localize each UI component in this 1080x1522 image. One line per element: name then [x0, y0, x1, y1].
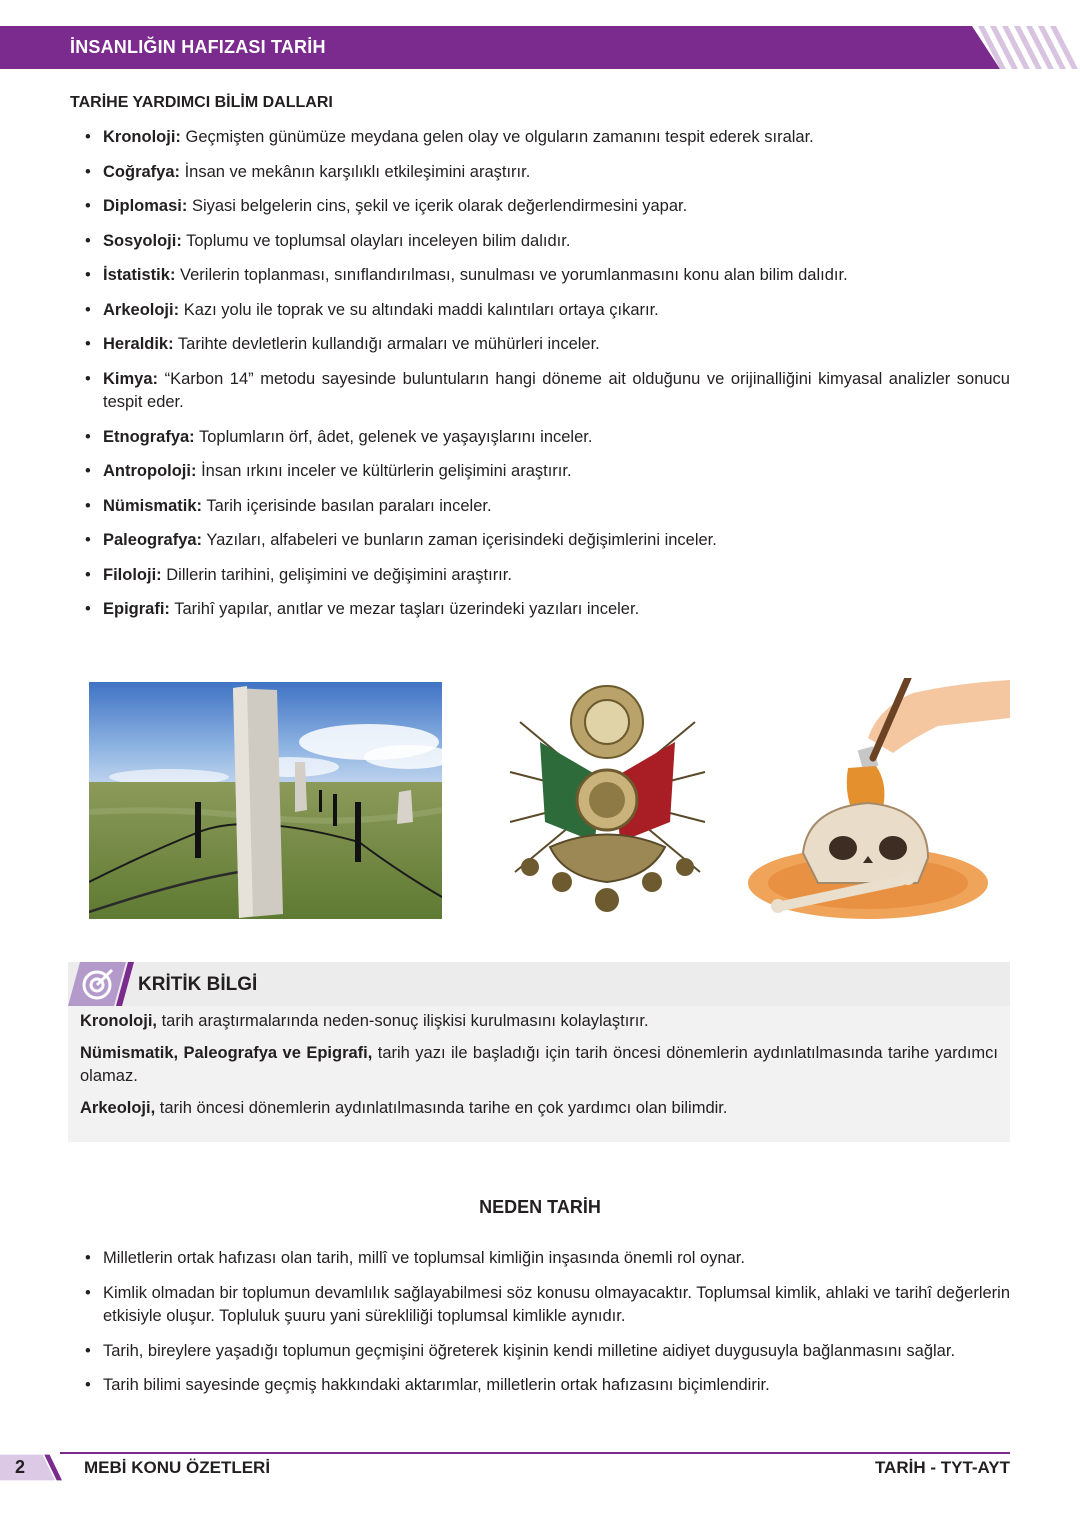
header-stripes-decoration — [970, 26, 1080, 69]
list-item: • Tarih bilimi sayesinde geçmiş hakkındaki aktarımlar, milletlerin ortak hafızasını biçimlendirir. — [85, 1374, 1010, 1398]
definition: Kazı yolu ile toprak ve su altındaki maddi kalıntıları ortaya çıkarır. — [179, 300, 659, 319]
yardimci-bilimler-list — [85, 126, 1010, 633]
kritik-term: Arkeoloji, — [80, 1098, 156, 1117]
neden-tarih-list — [85, 1247, 1010, 1409]
kritik-bilgi-title: KRİTİK BİLGİ — [138, 974, 258, 995]
list-item — [85, 299, 1010, 323]
term: İstatistik: — [103, 266, 176, 284]
list-item: • Milletlerin ortak hafızası olan tarih, millî ve toplumsal kimliğin inşasında önemli rol oynar. — [85, 1247, 1010, 1271]
term: Diplomasi: — [103, 197, 188, 215]
page-header — [0, 26, 1080, 69]
kritik-term: Nümismatik, Paleografya ve Epigrafi, — [80, 1043, 373, 1062]
definition: Toplumların örf, âdet, gelenek ve yaşayışlarını inceler. — [194, 427, 593, 446]
kritik-paragraph — [80, 1097, 998, 1121]
kritik-text: tarih araştırmalarında neden-sonuç ilişkisi kurulmasını kolaylaştırır. — [157, 1012, 649, 1030]
section-title-yardimci: TARİHE YARDIMCI BİLİM DALLARI — [70, 94, 333, 111]
list-item — [85, 460, 1010, 484]
ottoman-coat-of-arms — [500, 682, 715, 919]
kritik-paragraph — [80, 1042, 998, 1089]
term: Heraldik: — [103, 335, 174, 353]
definition: Tarihte devletlerin kullandığı armaları ve mühürleri inceler. — [173, 335, 600, 353]
term: Epigrafi: — [103, 600, 170, 618]
header-title: İNSANLIĞIN HAFIZASI TARİH — [70, 37, 326, 57]
term: Kronoloji: — [103, 128, 181, 146]
archaeology-brush-skull — [748, 678, 1010, 928]
definition: İnsan ırkını inceler ve kültürlerin gelişimini araştırır. — [196, 462, 572, 480]
definition: Verilerin toplanması, sınıflandırılması, sunulması ve yorumlanmasını konu alan bilim dalıdır. — [175, 266, 848, 284]
page-number-badge — [0, 1453, 62, 1482]
footer-divider — [60, 1452, 1010, 1454]
list-item — [85, 333, 1010, 357]
kritik-bilgi-box — [68, 962, 1010, 1142]
target-icon — [68, 962, 138, 1006]
page-number: 2 — [15, 1457, 26, 1477]
definition: Yazıları, alfabeleri ve bunların zaman içerisindeki değişimlerini inceler. — [202, 531, 717, 549]
list-item — [85, 161, 1010, 185]
term: Arkeoloji: — [103, 300, 180, 319]
list-item: • Kimlik olmadan bir toplumun devamlılık sağlayabilmesi söz konusu olmayacaktır. Toplumsal kimlik, ahlaki ve tarihî değerlerin etkisiyle oluşur. Topluluk şuuru yani sürekliliği toplumsal kimlikle aynıdır. — [85, 1282, 1010, 1329]
list-item — [85, 426, 1010, 450]
definition: Geçmişten günümüze meydana gelen olay ve olguların zamanını tespit ederek sıralar. — [180, 128, 814, 146]
definition: Tarihî yapılar, anıtlar ve mezar taşları üzerindeki yazıları inceler. — [169, 600, 640, 618]
list-item — [85, 195, 1010, 219]
definition: Dillerin tarihini, gelişimini ve değişimini araştırır. — [161, 565, 512, 584]
list-item — [85, 368, 1010, 415]
list-item — [85, 230, 1010, 254]
definition: “Karbon 14” metodu sayesinde buluntuların hangi döneme ait olduğunu ve orijinalliğini kimyasal analizler sonucu tespit eder. — [103, 369, 1010, 411]
list-item — [85, 529, 1010, 553]
kritik-text: tarih öncesi dönemlerin aydınlatılmasında tarihe en çok yardımcı olan bilimdir. — [155, 1098, 728, 1117]
list-item — [85, 495, 1010, 519]
list-item — [85, 598, 1010, 622]
list-item — [85, 126, 1010, 150]
term: Coğrafya: — [103, 162, 181, 181]
term: Filoloji: — [103, 565, 162, 584]
definition: Siyasi belgelerin cins, şekil ve içerik olarak değerlendirmesini yapar. — [187, 197, 688, 215]
footer-subject: TARİH - TYT-AYT — [874, 1458, 1010, 1477]
kritik-text: tarih yazı ile başladığı için tarih öncesi dönemlerin aydınlatılmasında tarihe yardımcı olamaz. — [80, 1043, 998, 1085]
section-title-neden-tarih: NEDEN TARİH — [479, 1197, 601, 1217]
orkhon-stele-photo — [89, 682, 442, 919]
term: Paleografya: — [103, 531, 203, 549]
term: Antropoloji: — [103, 462, 197, 480]
term: Etnografya: — [103, 427, 195, 446]
definition: Toplumu ve toplumsal olayları inceleyen bilim dalıdır. — [181, 231, 571, 250]
list-item — [85, 264, 1010, 288]
kritik-bilgi-body — [80, 1010, 998, 1128]
list-item: • Tarih, bireylere yaşadığı toplumun geçmişini öğreterek kişinin kendi milletine aidiyet duygusuyla bağlanmasını sağlar. — [85, 1340, 1010, 1364]
term: Sosyoloji: — [103, 231, 182, 250]
list-item — [85, 564, 1010, 588]
footer-series-title: MEBİ KONU ÖZETLERİ — [84, 1458, 271, 1477]
kritik-term: Kronoloji, — [80, 1012, 157, 1030]
kritik-paragraph — [80, 1010, 998, 1034]
definition: İnsan ve mekânın karşılıklı etkileşimini araştırır. — [180, 162, 531, 181]
term: Nümismatik: — [103, 496, 203, 515]
definition: Tarih içerisinde basılan paraları inceler. — [202, 496, 492, 515]
term: Kimya: — [103, 369, 159, 388]
